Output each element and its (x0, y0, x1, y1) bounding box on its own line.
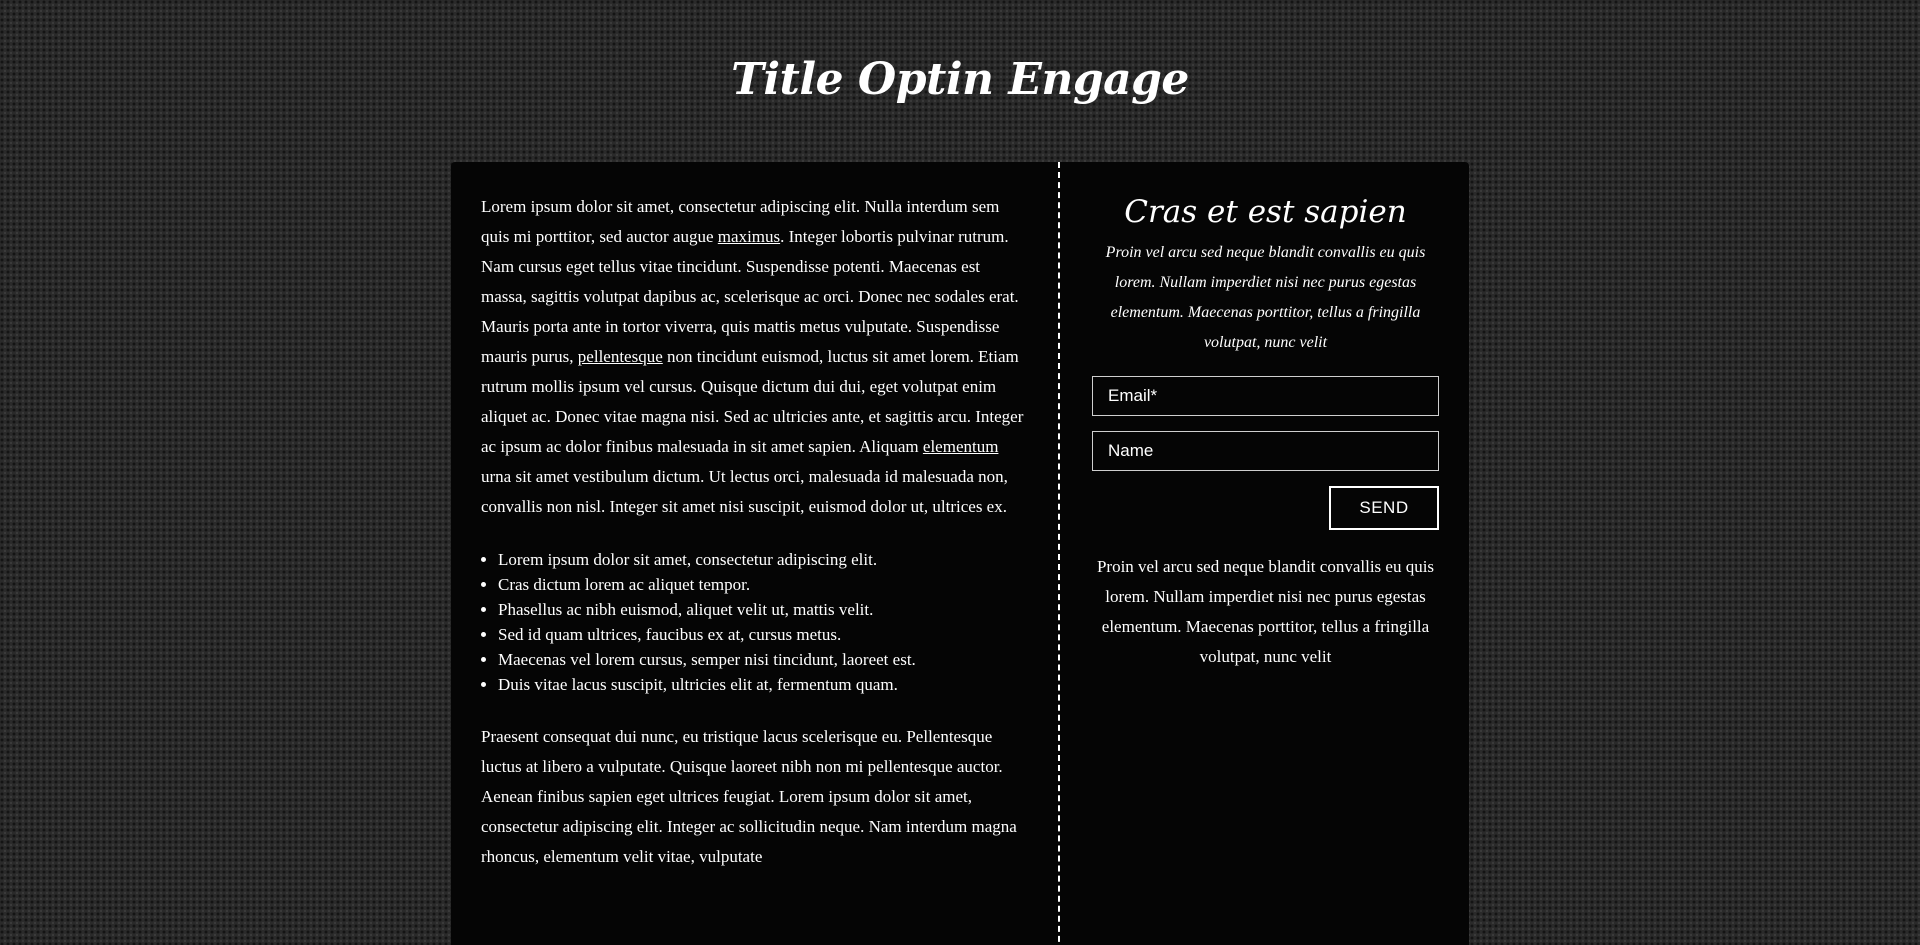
content-column (451, 162, 1060, 945)
page-title: Title Optin Engage (731, 54, 1189, 105)
article-body (481, 192, 1029, 897)
intro-text-part: . Integer lobortis pulvinar rutrum. Nam cursus eget tellus vitae tincidunt. Suspendisse potenti. Maecenas est massa, sagittis volutpat dapibus ac, scelerisque ac orci. Donec nec sodales erat. Mauris porta ante in tortor viverra, quis mattis metus vulputate. Suspendisse mauris purus, (481, 227, 1019, 366)
intro-text-part: urna sit amet vestibulum dictum. Ut lectus orci, malesuada id malesuada non, convallis non nisl. Integer sit amet nisi suscipit, euismod dolor ut, ultrices ex. (481, 467, 1008, 516)
name-field[interactable] (1092, 431, 1439, 471)
list-item: • Lorem ipsum dolor sit amet, consectetur adipiscing elit. (498, 547, 1029, 572)
list-item: • Duis vitae lacus suscipit, ultricies elit at, fermentum quam. (498, 672, 1029, 697)
optin-form (1092, 376, 1439, 530)
email-field[interactable] (1092, 376, 1439, 416)
second-paragraph: Praesent consequat dui nunc, eu tristique lacus scelerisque eu. Pellentesque luctus at libero a vulputate. Quisque laoreet nibh non mi pellentesque auctor. Aenean finibus sapien eget ultrices feugiat. Lorem ipsum dolor sit amet, consectetur adipiscing elit. Integer ac sollicitudin neque. Nam interdum magna rhoncus, elementum velit vitae, vulputate (481, 727, 1017, 866)
optin-card (451, 162, 1469, 945)
list-item: • Cras dictum lorem ac aliquet tempor. (498, 572, 1029, 597)
intro-text-part: non tincidunt euismod, luctus sit amet lorem. Etiam rutrum mollis ipsum vel cursus. Quisque dictum dui dui, eget volutpat enim aliquet ac. Donec vitae magna nisi. Sed ac ultricies ante, et sagittis arcu. Integer ac ipsum ac dolor finibus malesuada in sit amet sapien. Aliquam (481, 347, 1024, 456)
optin-footer-text: Proin vel arcu sed neque blandit convallis eu quis lorem. Nullam imperdiet nisi nec purus egestas elementum. Maecenas porttitor, tellus a fringilla volutpat, nunc velit (1096, 557, 1435, 666)
intro-text-part: Lorem ipsum dolor sit amet, consectetur adipiscing elit. Nulla interdum sem quis mi porttitor, sed auctor augue (481, 197, 1000, 246)
bullet-list (481, 547, 1029, 697)
list-item: • Phasellus ac nibh euismod, aliquet velit ut, mattis velit. (498, 597, 1029, 622)
intro-paragraph (481, 192, 1029, 522)
optin-sidebar (1062, 162, 1469, 945)
optin-form-area (1092, 192, 1439, 672)
send-button[interactable]: SEND (1329, 486, 1439, 530)
list-item: • Sed id quam ultrices, faucibus ex at, cursus metus. (498, 622, 1029, 647)
send-row (1092, 486, 1439, 530)
link-maximus[interactable]: maximus (717, 227, 781, 246)
link-elementum[interactable]: elementum (922, 437, 999, 456)
link-pellentesque[interactable]: pellentesque (577, 347, 663, 366)
list-item: • Maecenas vel lorem cursus, semper nisi tincidunt, laoreet est. (498, 647, 1029, 672)
optin-subtitle: Proin vel arcu sed neque blandit convallis eu quis lorem. Nullam imperdiet nisi nec purus egestas elementum. Maecenas porttitor, tellus a fringilla volutpat, nunc velit (1105, 244, 1426, 351)
optin-title: Cras et est sapien (1124, 194, 1407, 230)
